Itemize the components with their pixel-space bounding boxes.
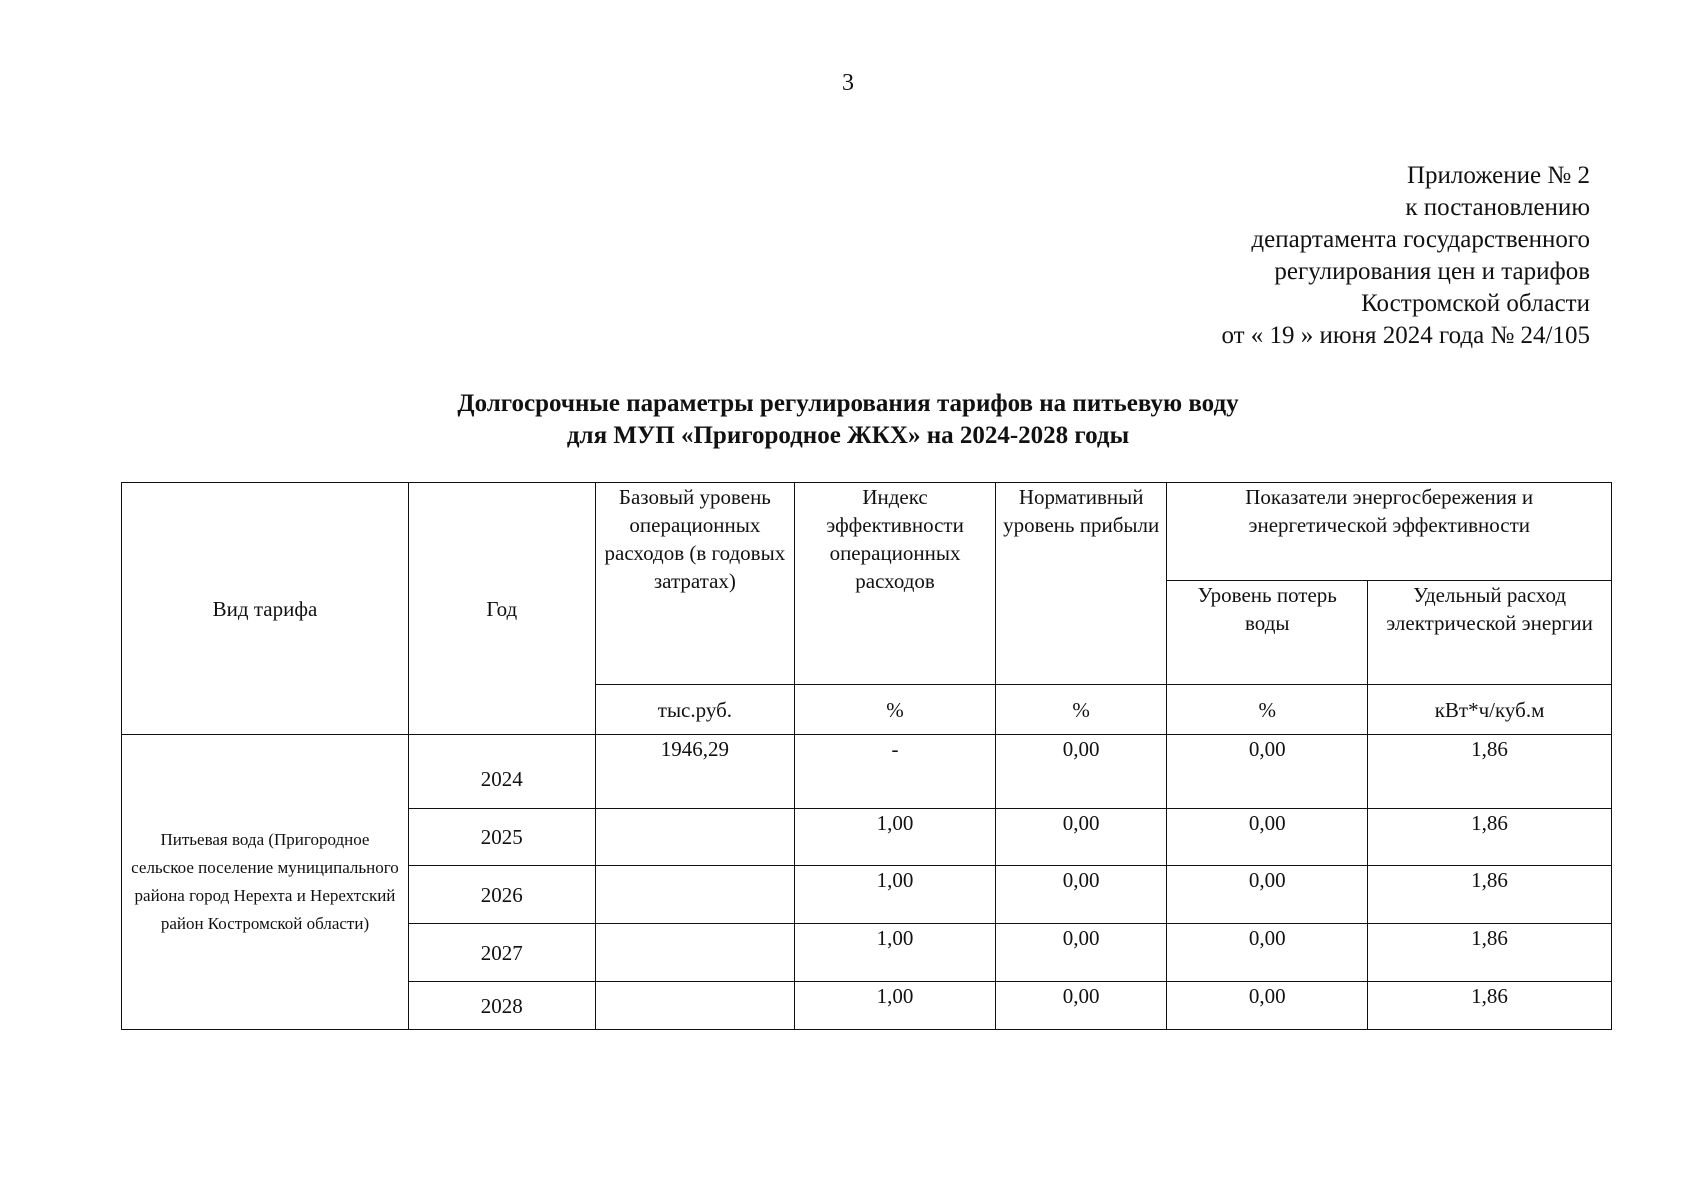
unit-electricity: кВт*ч/куб.м [1368, 685, 1612, 735]
water-loss-cell: 0,00 [1167, 866, 1368, 924]
unit-profit-level: % [995, 685, 1167, 735]
efficiency-index-cell: 1,00 [795, 924, 996, 982]
efficiency-index-cell: 1,00 [795, 809, 996, 866]
tariff-name-cell: Питьевая вода (Пригородное сельское поселение муниципального района город Нерехта и Нерехтский район Костромской области) [122, 735, 409, 1030]
unit-water-loss: % [1167, 685, 1368, 735]
base-level-cell [595, 982, 795, 1030]
efficiency-index-cell: 1,00 [795, 982, 996, 1030]
header-water-loss: Уровень потерь воды [1167, 581, 1368, 685]
appendix-block [1221, 160, 1590, 352]
header-tariff-type: Вид тарифа [122, 483, 409, 735]
electricity-cell: 1,86 [1368, 735, 1612, 809]
header-year: Год [408, 483, 595, 735]
header-electricity: Удельный расход электрической энергии [1368, 581, 1612, 685]
title-line-1: Долгосрочные параметры регулирования тарифов на питьевую воду [457, 390, 1239, 417]
year-cell: 2028 [408, 982, 595, 1030]
header-efficiency-index: Индекс эффективности операционных расходов [795, 483, 996, 685]
title-line-2: для МУП «Пригородное ЖКХ» на 2024-2028 годы [566, 422, 1130, 449]
profit-level-cell: 0,00 [995, 982, 1167, 1030]
water-loss-cell: 0,00 [1167, 924, 1368, 982]
electricity-cell: 1,86 [1368, 982, 1612, 1030]
year-cell: 2025 [408, 809, 595, 866]
appendix-line: Приложение № 2 [1406, 162, 1590, 189]
efficiency-index-cell: 1,00 [795, 866, 996, 924]
profit-level-cell: 0,00 [995, 866, 1167, 924]
profit-level-cell: 0,00 [995, 924, 1167, 982]
efficiency-index-cell: - [795, 735, 996, 809]
profit-level-cell: 0,00 [995, 735, 1167, 809]
water-loss-cell: 0,00 [1167, 735, 1368, 809]
document-title [0, 388, 1696, 452]
unit-base-level: тыс.руб. [595, 685, 795, 735]
electricity-cell: 1,86 [1368, 809, 1612, 866]
header-base-level: Базовый уровень операционных расходов (в годовых затратах) [595, 483, 795, 685]
header-energy-group: Показатели энергосбережения и энергетической эффективности [1167, 483, 1612, 581]
appendix-line: Костромской области [1361, 290, 1590, 317]
tariff-parameters-table [121, 482, 1612, 1030]
table-row [122, 735, 1612, 809]
base-level-cell [595, 809, 795, 866]
profit-level-cell: 0,00 [995, 809, 1167, 866]
electricity-cell: 1,86 [1368, 924, 1612, 982]
year-cell: 2024 [408, 735, 595, 809]
appendix-line: департамента государственного [1251, 226, 1590, 253]
appendix-line: регулирования цен и тарифов [1274, 258, 1590, 285]
appendix-line: к постановлению [1405, 194, 1590, 221]
water-loss-cell: 0,00 [1167, 809, 1368, 866]
base-level-cell [595, 866, 795, 924]
page-number: 3 [842, 70, 854, 96]
year-cell: 2026 [408, 866, 595, 924]
water-loss-cell: 0,00 [1167, 982, 1368, 1030]
appendix-line: от « 19 » июня 2024 года № 24/105 [1221, 322, 1590, 349]
year-cell: 2027 [408, 924, 595, 982]
base-level-cell [595, 924, 795, 982]
header-profit-level: Нормативный уровень прибыли [995, 483, 1167, 685]
unit-efficiency-index: % [795, 685, 996, 735]
electricity-cell: 1,86 [1368, 866, 1612, 924]
base-level-cell: 1946,29 [595, 735, 795, 809]
